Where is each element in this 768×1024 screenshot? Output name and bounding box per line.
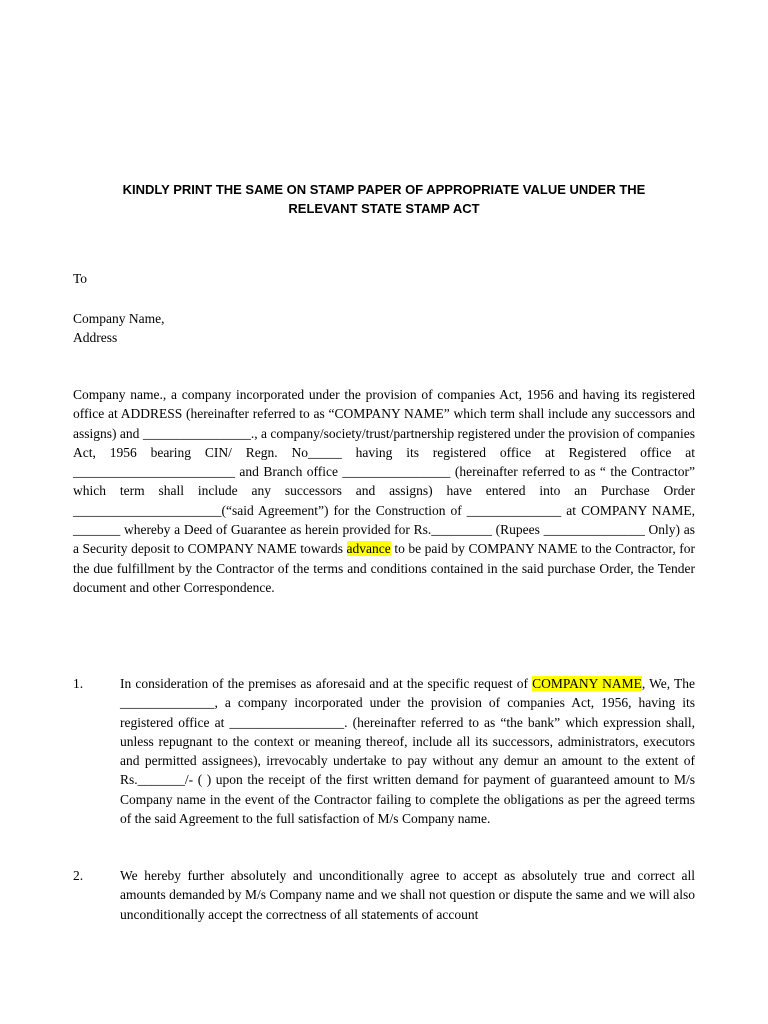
clause-number: 2. [73,868,84,883]
clause-text: We hereby further absolutely and unconditionally agree to accept as absolutely true and correct all amounts demanded by M/s Company name and we shall not question or dispute the same and we will also unconditionally accept the correctness of all statements of account [120,868,695,922]
clause-2 [73,866,695,924]
recipient-address: Address [73,330,118,345]
intro-text-part-1: Company name., a company incorporated under the provision of companies Act, 1956 and having its registered office at ADDRESS (hereinafter referred to as “COMPANY NAME” which term shall include any successors and assigns) and ________________., a company/society/trust/partnership registered under the provision of companies Act, 1956 bearing CIN/ Regn. No_____ having its registered office at Registered office at ________________________ and Branch office ________________ (hereinafter referred to as “ the Contractor” which term shall include any successors and assigns) have entered into an Purchase Order ______________________(“said Agreement”) for the Construction of ______________ at COMPANY NAME, _______ whereby a Deed of Guarantee as herein provided for Rs._________ (Rupees _______________ Only) as a Security deposit to COMPANY NAME towards [73,387,695,557]
highlighted-word-advance: advance [346,541,391,557]
clause-1 [73,674,695,828]
notice-line-2: RELEVANT STATE STAMP ACT [288,201,480,216]
salutation-to: To [73,271,88,286]
highlighted-company-name: COMPANY NAME [532,676,642,691]
recipient-address-block [73,309,164,347]
clause-1-text-part-2: , We, The ______________, a company incorporated under the provision of companies Act, 1956, having its registered office at _________________. (hereinafter referred to as “the bank” which expression shall, unless repugnant to the context or meaning thereof, include all its successors, administrators, executors and permitted assignees), irrevocably undertake to pay without any demur an amount to the extent of Rs._______/- ( ) upon the receipt of the first written demand for payment of guaranteed amount to M/s Company name in the event of the Contractor failing to complete the obligations as per the agreed terms of the said Agreement to the full satisfaction of M/s Company name. [120,676,696,827]
notice-line-1: KINDLY PRINT THE SAME ON STAMP PAPER OF APPROPRIATE VALUE UNDER THE [122,182,646,197]
stamp-paper-notice [73,180,695,218]
clause-number: 1. [73,676,84,691]
clause-1-text-part-1: In consideration of the premises as aforesaid and at the specific request of [120,676,529,691]
recipient-name: Company Name, [73,311,165,326]
clause-text [120,674,695,828]
intro-paragraph [73,385,695,597]
intro-text-part-2: to be paid by COMPANY NAME to the Contractor, for the due fulfillment by the Contractor of the terms and conditions contained in the said purchase Order, the Tender document and other Correspondence. [73,541,695,595]
